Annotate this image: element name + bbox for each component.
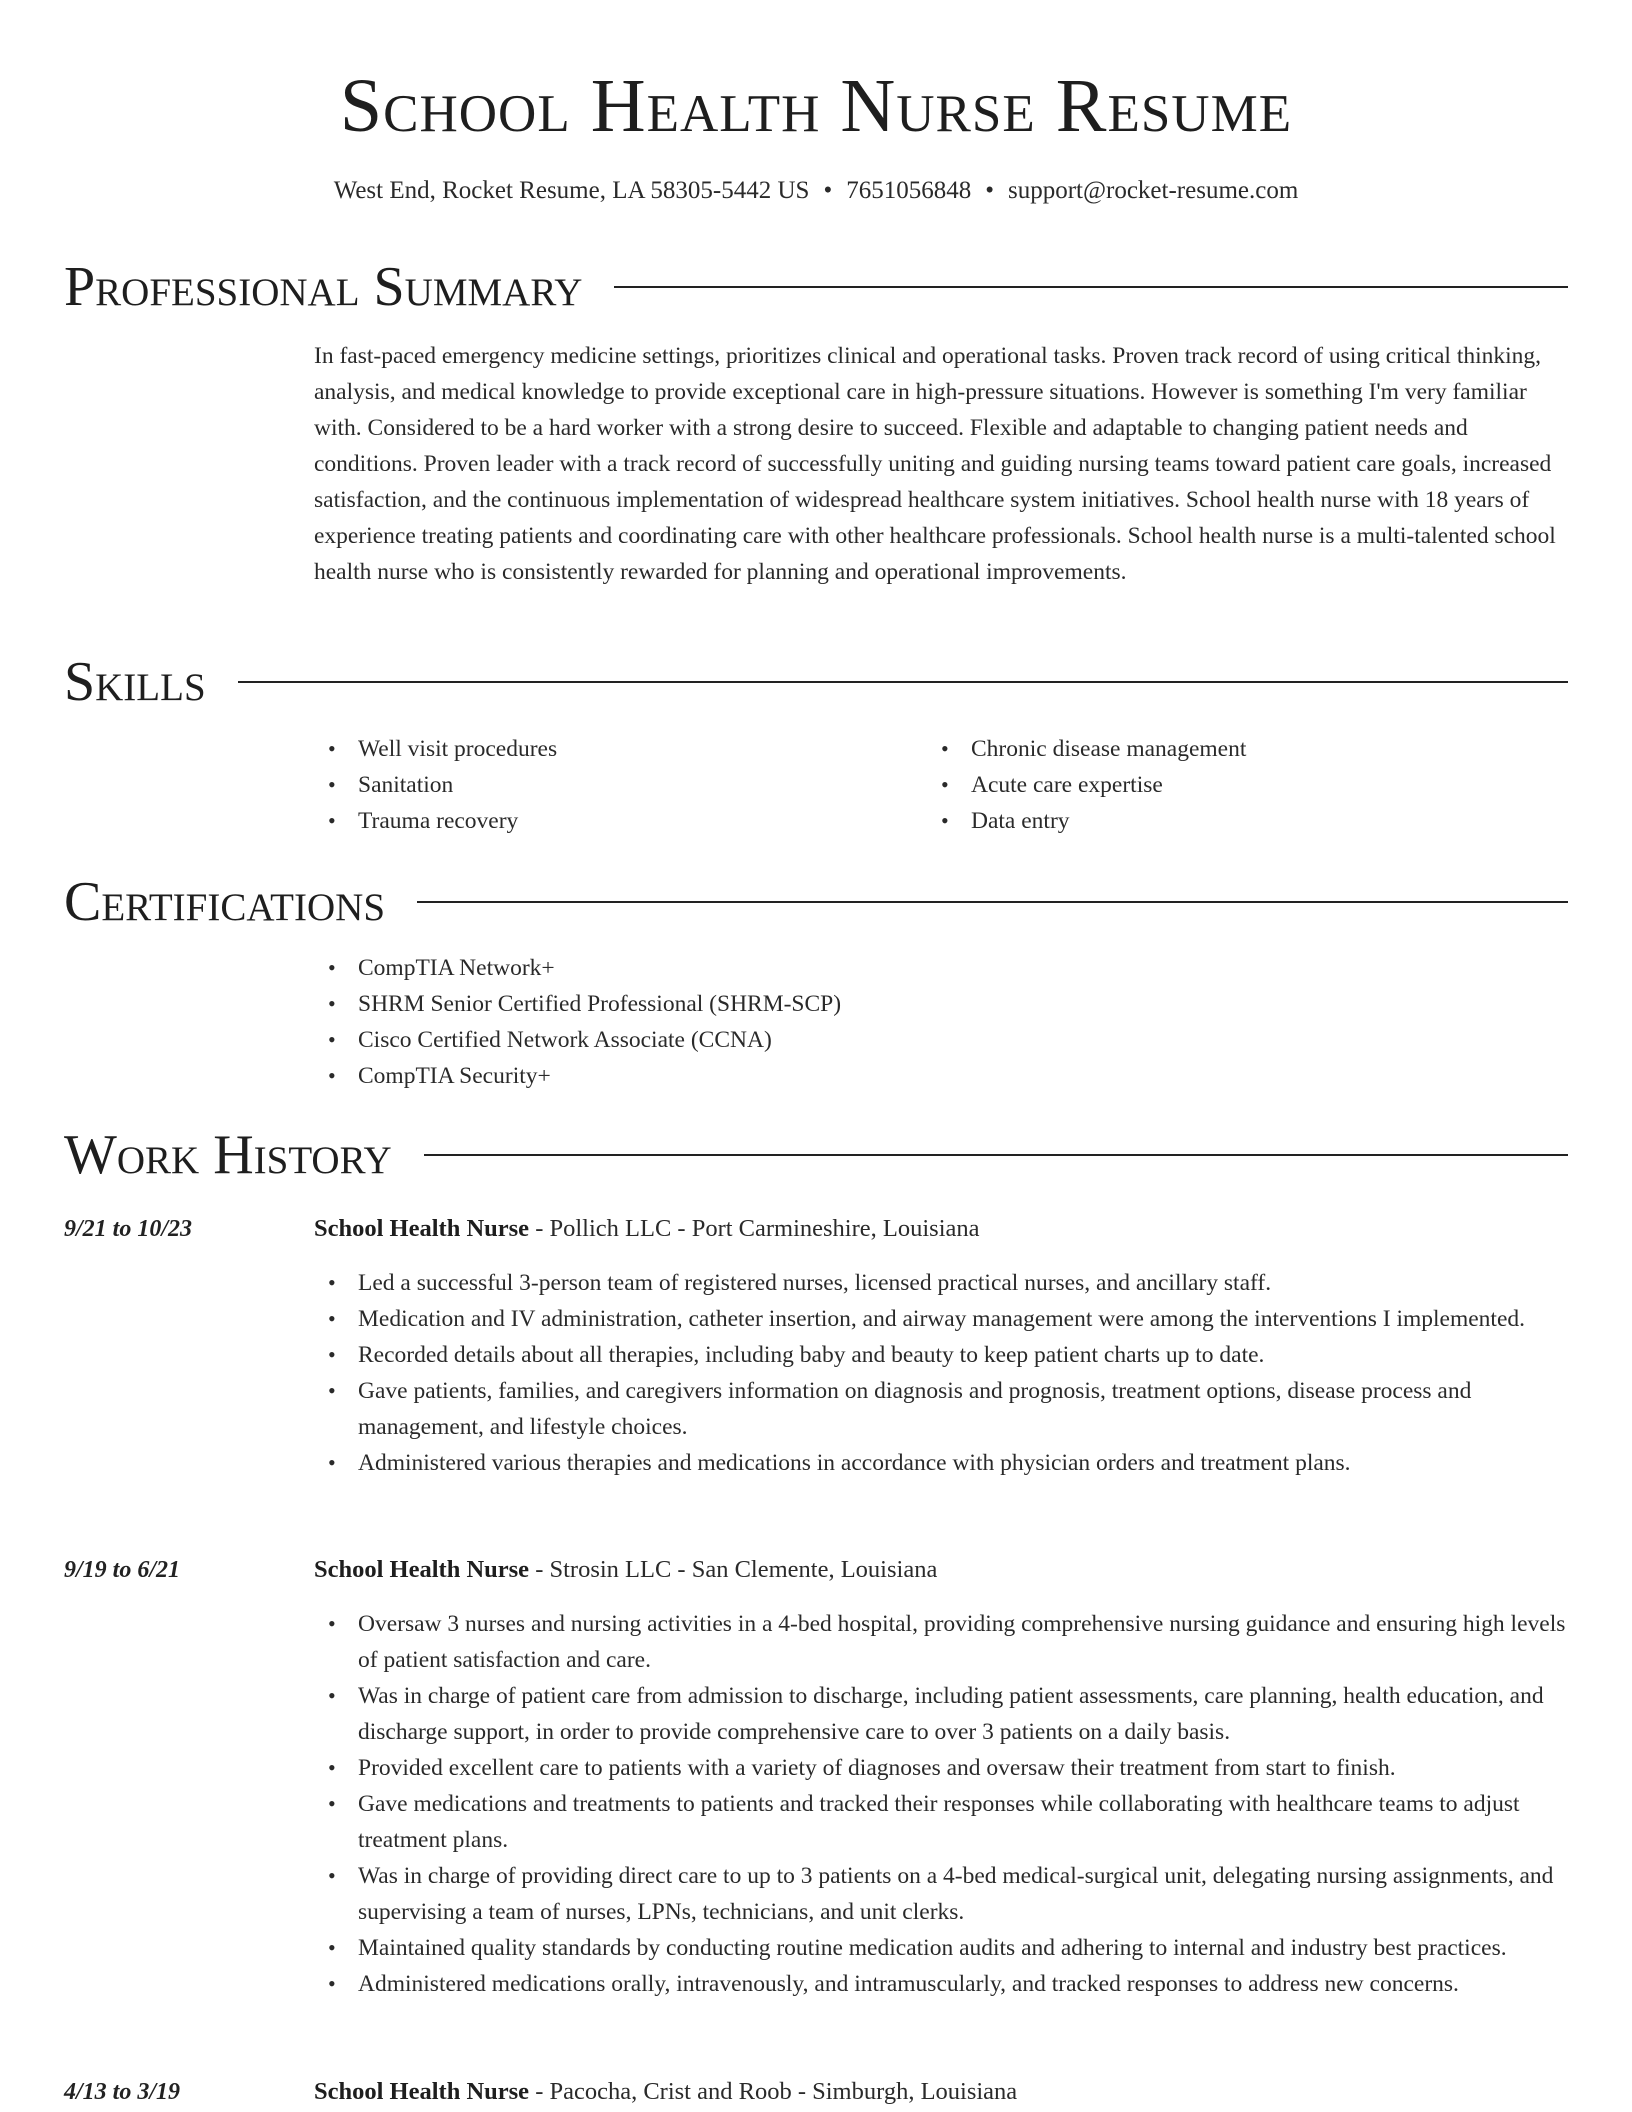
- section-rule: [238, 681, 1568, 683]
- contact-separator: •: [823, 177, 833, 204]
- job-employer: - Pacocha, Crist and Roob - Simburgh, Louisiana: [529, 2078, 1018, 2105]
- certification-item: • Cisco Certified Network Associate (CCNA): [314, 1022, 1568, 1058]
- job-bullet: • Administered medications orally, intravenously, and intramuscularly, and tracked responses to address new concerns.: [314, 1966, 1568, 2002]
- section-title-summary: Professional Summary: [64, 256, 583, 318]
- job-dates: 9/21 to 10/23: [64, 1216, 193, 1242]
- contact-line: [0, 174, 1632, 208]
- certifications-list: [314, 950, 1568, 1094]
- section-title-certifications: Certifications: [64, 871, 386, 933]
- job-employer: - Pollich LLC - Port Carmineshire, Louisiana: [529, 1215, 980, 1242]
- certification-item: • SHRM Senior Certified Professional (SHRM-SCP): [314, 986, 1568, 1022]
- job-bullet: • Gave patients, families, and caregivers information on diagnosis and prognosis, treatment options, disease process and management, and lifestyle choices.: [314, 1373, 1568, 1445]
- job-bullet: • Provided excellent care to patients with a variety of diagnoses and oversaw their treatment from start to finish.: [314, 1750, 1568, 1786]
- job-bullet: • Medication and IV administration, catheter insertion, and airway management were among the interventions I implemented.: [314, 1301, 1568, 1337]
- contact-separator: •: [985, 177, 994, 204]
- skills-list-left: [314, 731, 914, 839]
- job-bullet: • Maintained quality standards by conducting routine medication audits and adhering to internal and industry best practices.: [314, 1930, 1568, 1966]
- section-rule: [424, 1154, 1568, 1156]
- resume-title: School Health Nurse Resume: [339, 64, 1293, 148]
- section-header-work-history: [64, 1123, 1568, 1187]
- job-bullet: • Gave medications and treatments to patients and tracked their responses while collaborating with healthcare teams to adjust treatment plans.: [314, 1786, 1568, 1858]
- section-rule: [614, 286, 1568, 288]
- skill-item: • Trauma recovery: [314, 803, 914, 839]
- job-bullet: • Was in charge of providing direct care to up to 3 patients on a 4-bed medical-surgical unit, delegating nursing assignments, and supervising a team of nurses, LPNs, technicians, and unit clerks.: [314, 1858, 1568, 1930]
- job-employer: - Strosin LLC - San Clemente, Louisiana: [529, 1556, 938, 1583]
- skill-item: • Sanitation: [314, 767, 914, 803]
- section-title-skills: Skills: [64, 651, 206, 713]
- job-bullet: • Recorded details about all therapies, including baby and beauty to keep patient charts up to date.: [314, 1337, 1568, 1373]
- section-header-certifications: [64, 870, 1568, 934]
- skill-item: • Acute care expertise: [927, 767, 1527, 803]
- job-bullet: • Was in charge of patient care from admission to discharge, including patient assessments, care planning, health education, and discharge support, in order to provide comprehensive care to over 3 patients on a daily basis.: [314, 1678, 1568, 1750]
- job-heading: [314, 1552, 1568, 1588]
- skills-list-right: [927, 731, 1527, 839]
- job-bullets: [314, 1606, 1568, 2002]
- section-title-work-history: Work History: [64, 1124, 392, 1186]
- skill-item: • Well visit procedures: [314, 731, 914, 767]
- summary-text: In fast-paced emergency medicine settings, prioritizes clinical and operational tasks. Proven track record of using critical thinking, analysis, and medical knowledge to provide exceptional care in high-pressure situations. However is something I'm very familiar with. Considered to be a hard worker with a strong desire to succeed. Flexible and adaptable to changing patient needs and conditions. Proven leader with a track record of successfully uniting and guiding nursing teams toward patient care goals, increased satisfaction, and the continuous implementation of widespread healthcare system initiatives. School health nurse with 18 years of experience treating patients and coordinating care with other healthcare professionals. School health nurse is a multi-talented school health nurse who is consistently rewarded for planning and operational improvements.: [314, 343, 1556, 585]
- job-bullets: [314, 1265, 1568, 1481]
- contact-address: West End, Rocket Resume, LA 58305-5442 US: [333, 177, 810, 204]
- job-role: School Health Nurse: [314, 1215, 530, 1242]
- contact-email[interactable]: support@rocket-resume.com: [1007, 177, 1299, 204]
- contact-phone: 7651056848: [846, 177, 972, 204]
- job-role: School Health Nurse: [314, 1556, 530, 1583]
- job-bullet: • Led a successful 3-person team of registered nurses, licensed practical nurses, and ancillary staff.: [314, 1265, 1568, 1301]
- job-dates: 9/19 to 6/21: [64, 1557, 181, 1583]
- job-heading: [314, 1211, 1568, 1247]
- job-role: School Health Nurse: [314, 2078, 530, 2105]
- section-header-skills: [64, 650, 1568, 714]
- certification-item: • CompTIA Security+: [314, 1058, 1568, 1094]
- job-bullet: • Oversaw 3 nurses and nursing activities in a 4-bed hospital, providing comprehensive nursing guidance and ensuring high levels of patient satisfaction and care.: [314, 1606, 1568, 1678]
- job-dates: 4/13 to 3/19: [64, 2079, 181, 2105]
- skill-item: • Chronic disease management: [927, 731, 1527, 767]
- job-heading: [314, 2074, 1568, 2110]
- skill-item: • Data entry: [927, 803, 1527, 839]
- section-rule: [417, 901, 1568, 903]
- job-bullet: • Administered various therapies and medications in accordance with physician orders and treatment plans.: [314, 1445, 1568, 1481]
- section-header-summary: [64, 255, 1568, 319]
- certification-item: • CompTIA Network+: [314, 950, 1568, 986]
